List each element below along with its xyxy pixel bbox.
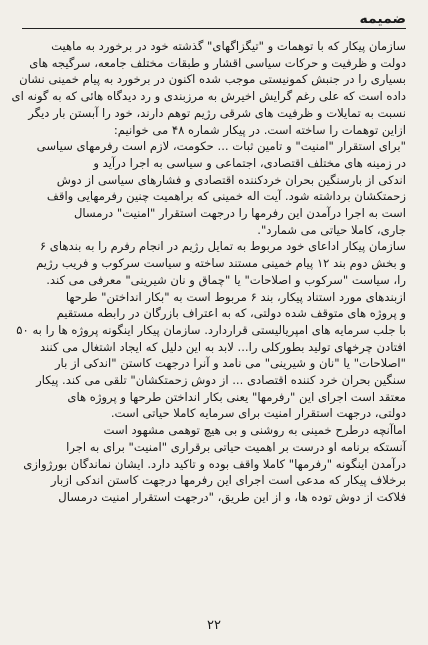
- body-text: [11, 38, 406, 506]
- text-line: معتقد است اجرای این "رفرمها" یعنی بکار انداختن طرحها و پروژه های: [67, 389, 406, 404]
- header-rule: [22, 28, 406, 29]
- page-number: ۲۲: [207, 618, 221, 633]
- text-line: و بخش دوم بند ۱۲ پیام خمینی مستند ساخته و سیاست سرکوب و فریب رژیم: [36, 256, 406, 271]
- text-line: دولتی، درجهت استقرار امنیت برای سرمایه کاملا حیاتی است.: [110, 406, 406, 421]
- paragraph: [22, 422, 406, 506]
- text-line: بسیاری را در جنبش کمونیستی موجب شده اکنون در برخورد به پیام خمینی نشان: [19, 72, 406, 87]
- paragraph: [11, 38, 406, 238]
- text-line: ازبندهای مورد استناد پیکار، بند ۶ مربوط است به "بکار انداختن" طرحها: [65, 289, 406, 304]
- text-line: "برای استقرار "امنیت" و تامین ثبات ... حکومت، لازم است رفرمهای سیاسی: [36, 139, 406, 154]
- text-line: درآمدن اینگونه "رفرمها" کاملا واقف بوده و تاکید دارد. ایشان نماندگان بورژوازی: [23, 456, 406, 471]
- text-line: آنستکه برنامه او درست بر اهمیت حیاتی برقراری "امنیت" برای به اجرا: [66, 439, 406, 454]
- text-line: جاری، کاملا حیاتی می شمارد".: [257, 222, 406, 237]
- text-line: داده است که علی رغم گرایش اخیرش به مرزبندی و رد دیدگاه هائی که به گونه ای: [11, 89, 406, 104]
- text-line: دولت و ظرفیت و حرکات سیاسی اقشار و طبقات مختلف جامعه، سرگیجه های: [29, 55, 406, 70]
- text-line: افتادن چرخهای تولید بطورکلی را... لابد به این دلیل که ایجاد اشتغال می کنند: [39, 339, 406, 354]
- text-line: را، سیاست "سرکوب و اصلاحات" یا "چماق و نان شیرینی" معرفی می کند.: [46, 272, 406, 287]
- text-line: فلاکت از دوش توده ها، و از این طریق، "درجهت استقرار امنیت درمسال: [58, 489, 406, 504]
- text-line: سازمان پیکار اداعای خود مربوط به تمایل رژیم در انجام رفرم را به بندهای ۶: [39, 239, 406, 254]
- text-line: سنگین بحران خرد کننده اقتصادی ... از دوش زحمتکشان" تلقی می کند. پیکار: [36, 373, 406, 388]
- text-line: سازمان پیکار که با توهمات و "تیگزاگهای" گذشته خود در برخورد به ماهیت: [51, 39, 406, 53]
- text-line: است به اجرا درآمدن این رفرمها را درجهت استقرار "امنیت" درمسال: [73, 206, 406, 221]
- text-line: اندکی از بارسنگین بحران خردکننده اقتصادی و فشارهای سیاسی از دوش: [56, 172, 406, 187]
- header-title: ضمیمه: [359, 11, 406, 27]
- text-line: زحمتکشان برداشته شود. آیت اله خمینی که براهمیت چنین رفرمهایی واقف: [46, 189, 406, 204]
- paragraph: [16, 289, 406, 423]
- text-line: در زمینه های مختلف اقتصادی، اجتماعی و سیاسی به اجرا درآید و: [93, 155, 406, 170]
- text-line: برخلاف پیکار که مدعی است اجرای این رفرمها درجهت کاستن اندکی ازبار: [50, 473, 406, 488]
- text-line: اماآنچه درطرح خمینی به روشنی و بی هیچ توهمی مشهود است: [103, 423, 406, 438]
- page-header: [22, 8, 406, 28]
- text-line: با جلب سرمایه های امپریالیستی قراردارد. سازمان پیکار اینگونه پروژه ها را به ۵۰: [16, 322, 406, 337]
- paragraph: [22, 238, 406, 288]
- text-line: نسبت به تمایلات و ظرفیت های شرقی رژیم توهم دارند، خود را آبستن بار دیگر: [28, 105, 406, 120]
- text-line: "اصلاحات" یا "نان و شیرینی" می نامد و آنرا درجهت کاستن "اندکی از بار: [54, 356, 406, 371]
- text-line: و پروژه های متوقف شده دولتی، که به اعتراف بازرگان در رابطه مستقیم: [56, 306, 406, 321]
- text-line: ازاین توهمات را ساخته است. در پیکار شماره ۴۸ می خوانیم:: [113, 122, 406, 137]
